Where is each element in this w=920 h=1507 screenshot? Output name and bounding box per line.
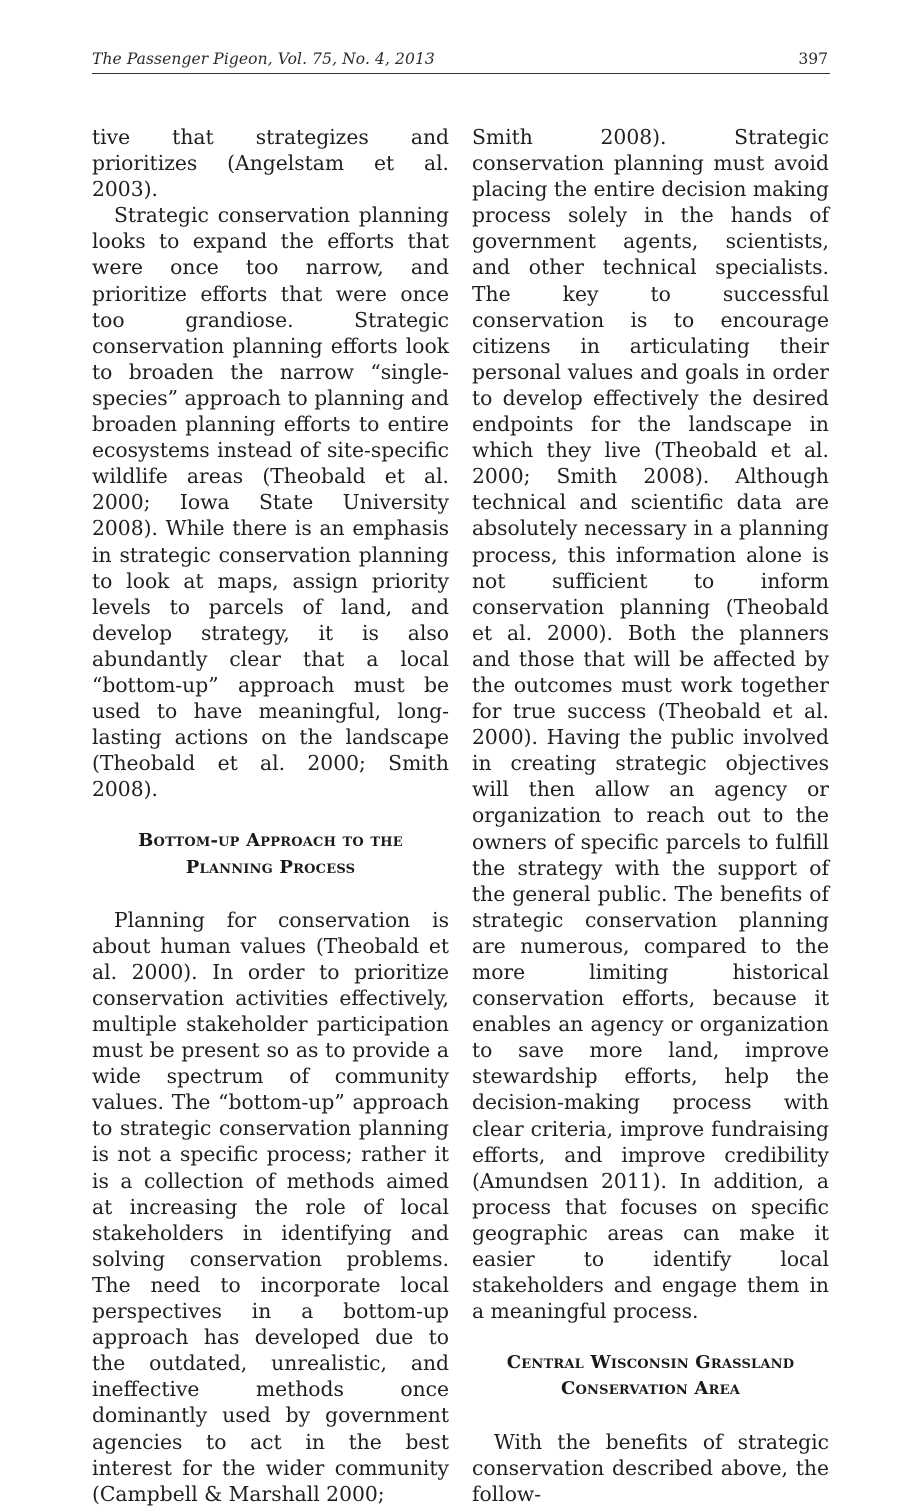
- heading-line: Bottom-up Approach to the: [138, 830, 403, 852]
- left-column: [92, 124, 449, 1507]
- paragraph-human-values: Planning for conservation is about human values (Theobald et al. 2000). In order to prioritize conservation activities effectively, multiple stakeholder participation must be present so as to provide a wide spectrum of community values. The “bottom-up” approach to strategic conservation planning is not a specific process; rather it is a collection of methods aimed at increasing the role of local stakeholders in identifying and solving conservation problems. The need to incorporate local perspectives in a bottom-up approach has developed due to the outdated, unrealistic, and ineffective methods once dominantly used by government agencies to act in the best interest for the wider community (Campbell & Marshall 2000;: [92, 907, 449, 1506]
- paragraph-benefits: With the benefits of strategic conservation described above, the follow-: [472, 1429, 829, 1506]
- running-header: [92, 50, 830, 74]
- page-number: 397: [798, 50, 828, 68]
- right-column: [472, 124, 829, 1507]
- heading-line: Planning Process: [185, 856, 356, 878]
- paragraph-strategic-planning: Strategic conservation planning looks to expand the efforts that were once too narrow, and prioritize efforts that were once too grandiose. Strategic conservation planning efforts look to broaden the narrow “single-species” approach to planning and broaden planning efforts to entire ecosystems instead of site-specific wildlife areas (Theobald et al. 2000; Iowa State University 2008). While there is an emphasis in strategic conservation planning to look at maps, assign priority levels to parcels of land, and develop strategy, it is also abundantly clear that a local “bottom-up” approach must be used to have meaningful, long-lasting actions on the landscape (Theobald et al. 2000; Smith 2008).: [92, 203, 449, 802]
- paragraph-continued: Smith 2008). Strategic conservation planning must avoid placing the entire decision making process solely in the hands of government agents, scientists, and other technical specialists. The key to successful conservation is to encourage citizens in articulating their personal values and goals in order to develop effectively the desired endpoints for the landscape in which they live (Theobald et al. 2000; Smith 2008). Although technical and scientific data are absolutely necessary in a planning process, this information alone is not sufficient to inform conservation planning (Theobald et al. 2000). Both the planners and those that will be affected by the outcomes must work together for true success (Theobald et al. 2000). Having the public involved in creating strategic objectives will then allow an agency or organization to reach out to the owners of specific parcels to fulfill the strategy with the support of the general public. The benefits of strategic conservation planning are numerous, compared to the more limiting historical conservation efforts, because it enables an agency or organization to save more land, improve stewardship efforts, help the decision-making process with clear criteria, improve fundraising efforts, and improve credibility (Amundsen 2011). In addition, a process that focuses on specific geographic areas can make it easier to identify local stakeholders and engage them in a meaningful process.: [472, 125, 829, 1324]
- section-heading-central-wisconsin: [472, 1350, 829, 1402]
- heading-line: Conservation Area: [560, 1378, 741, 1400]
- heading-line: Central Wisconsin Grassland: [506, 1352, 795, 1374]
- paragraph-continued: tive that strategizes and prioritizes (Angelstam et al. 2003).: [92, 125, 449, 202]
- section-heading-bottom-up: [92, 828, 449, 880]
- journal-citation: The Passenger Pigeon, Vol. 75, No. 4, 2013: [92, 50, 435, 68]
- header-rule: [92, 73, 830, 74]
